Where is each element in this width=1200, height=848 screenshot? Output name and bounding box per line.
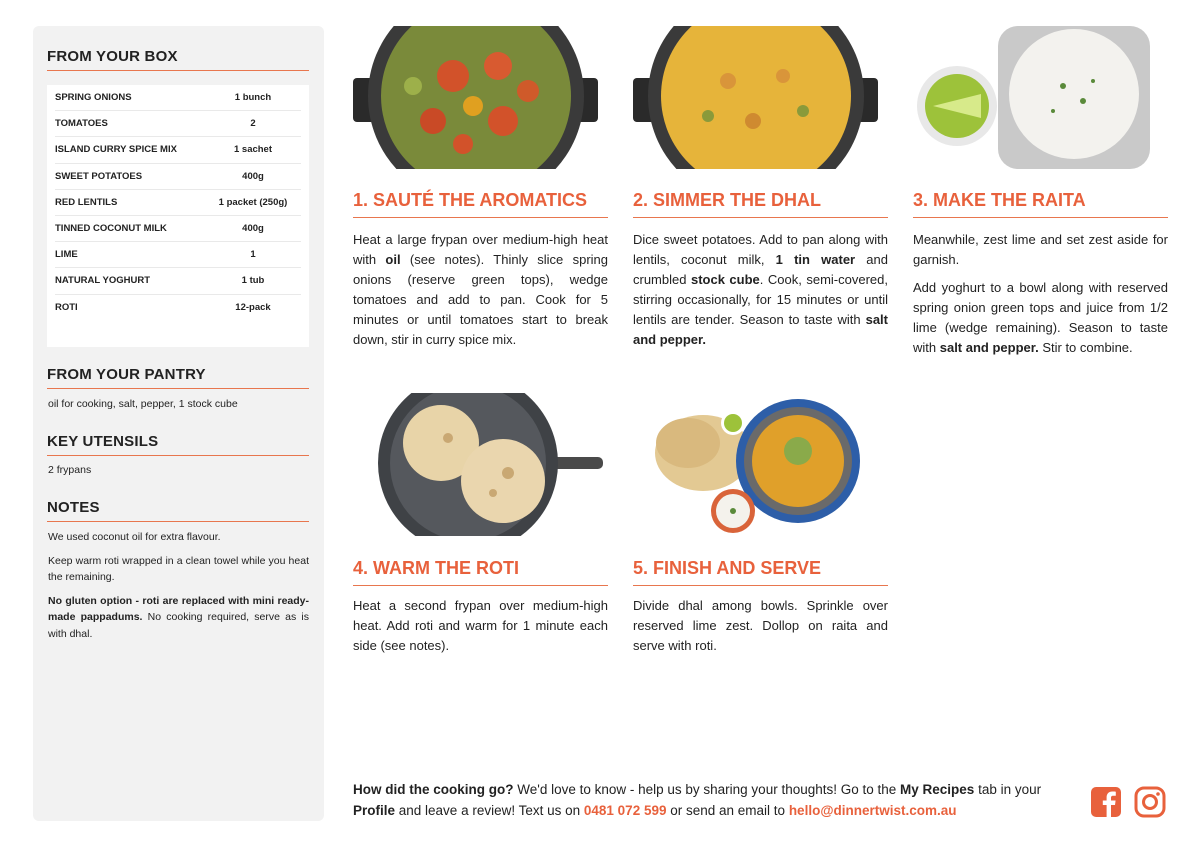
ingredient-qty: 1 sachet xyxy=(233,144,273,156)
footer-text: or send an email to xyxy=(666,803,789,818)
step-paragraph: Meanwhile, zest lime and set zest aside for garnish. xyxy=(913,232,1168,267)
ingredient-name: SPRING ONIONS xyxy=(55,92,132,104)
ingredient-qty: 400g xyxy=(242,223,264,235)
table-row xyxy=(55,164,301,190)
facebook-icon[interactable] xyxy=(1090,786,1122,818)
note-rest: No cooking required, serve as is with dhal. xyxy=(48,611,309,640)
feedback-footer xyxy=(353,779,1078,821)
table-row xyxy=(55,137,301,163)
footer-bold: How did the cooking go? xyxy=(353,782,514,797)
pantry-heading: FROM YOUR PANTRY xyxy=(47,366,309,389)
footer-text: tab in your xyxy=(974,782,1042,797)
ingredient-name: SWEET POTATOES xyxy=(55,170,143,182)
step-text: Add yoghurt to a bowl along with reserved spring onion green tops and juice from 1/2 lime (wedge remaining). Season to taste with xyxy=(913,280,1168,355)
step-text: Stir to combine. xyxy=(1038,340,1133,355)
step-bold: stock cube xyxy=(690,272,760,287)
table-row xyxy=(55,111,301,137)
table-row xyxy=(55,216,301,242)
step-bold: salt and pepper. xyxy=(939,340,1039,355)
step-2-body xyxy=(633,230,888,350)
footer-text: and leave a review! Text us on xyxy=(395,803,584,818)
profile-label: Profile xyxy=(353,803,396,818)
notes-heading: NOTES xyxy=(47,499,309,522)
ingredient-qty: 12-pack xyxy=(235,302,271,314)
step-5-body: Divide dhal among bowls. Sprinkle over reserved lime zest. Dollop on raita and serve with roti. xyxy=(633,598,888,653)
table-row xyxy=(55,190,301,216)
footer-text: We'd love to know - help us by sharing your thoughts! Go to the xyxy=(513,782,901,797)
table-row xyxy=(55,242,301,268)
ingredient-name: TOMATOES xyxy=(55,118,108,130)
ingredient-name: RED LENTILS xyxy=(55,196,118,208)
ingredient-qty: 400g xyxy=(242,170,264,182)
step-1-photo xyxy=(353,26,608,169)
step-1-title: 1. SAUTÉ THE AROMATICS xyxy=(353,190,608,218)
step-3-title: 3. MAKE THE RAITA xyxy=(913,190,1168,218)
phone-number[interactable]: 0481 072 599 xyxy=(583,803,667,818)
note-bold: No gluten option - roti are replaced with mini ready-made pappadums. xyxy=(48,594,309,623)
step-bold: oil xyxy=(385,252,401,267)
step-bold: salt and pepper. xyxy=(633,312,888,347)
step-text: . Cook, semi-covered, stirring occasionally, for 15 minutes or until lentils are tender. Season to taste with xyxy=(633,272,888,327)
note-item xyxy=(48,593,309,643)
step-bold: 1 tin water xyxy=(775,252,856,267)
step-text: and crumbled xyxy=(633,252,889,287)
box-heading: FROM YOUR BOX xyxy=(47,48,309,71)
ingredient-name: LIME xyxy=(55,249,78,261)
step-3-photo xyxy=(913,26,1168,169)
ingredients-sidebar xyxy=(33,26,324,821)
notes-text xyxy=(48,529,309,649)
pantry-text: oil for cooking, salt, pepper, 1 stock cube xyxy=(48,398,238,410)
ingredient-qty: 2 xyxy=(250,118,256,130)
step-text: Dice sweet potatoes. Add to pan along with lentils, coconut milk, xyxy=(633,232,888,267)
my-recipes-label: My Recipes xyxy=(900,782,975,797)
email-link[interactable]: hello@dinnertwist.com.au xyxy=(788,803,957,818)
ingredient-qty: 1 packet (250g) xyxy=(218,196,288,208)
ingredient-qty: 1 tub xyxy=(241,275,265,287)
step-4-title: 4. WARM THE ROTI xyxy=(353,558,608,586)
step-5-title: 5. FINISH AND SERVE xyxy=(633,558,888,586)
utensils-text: 2 frypans xyxy=(48,464,92,476)
ingredient-name: ROTI xyxy=(55,302,78,314)
instagram-icon[interactable] xyxy=(1134,786,1166,818)
step-2-photo xyxy=(633,26,888,169)
step-text: Heat a large frypan over medium-high heat with xyxy=(353,232,608,267)
note-item: We used coconut oil for extra flavour. xyxy=(48,531,221,543)
ingredient-qty: 1 bunch xyxy=(234,92,272,104)
ingredient-name: NATURAL YOGHURT xyxy=(55,275,150,287)
step-3-body xyxy=(913,230,1168,366)
step-4-photo xyxy=(353,393,608,536)
utensils-heading: KEY UTENSILS xyxy=(47,433,309,456)
table-row xyxy=(55,268,301,294)
step-1-body xyxy=(353,230,608,350)
table-row xyxy=(55,295,301,321)
step-5-photo xyxy=(633,393,888,536)
ingredient-name: TINNED COCONUT MILK xyxy=(55,223,167,235)
ingredient-qty: 1 xyxy=(250,249,256,261)
step-text: (see notes). Thinly slice spring onions (reserve green tops), wedge tomatoes and add to pan. Cook for 5 minutes or until tomatoes start to break down, stir in curry spice mix. xyxy=(353,252,608,347)
ingredient-name: ISLAND CURRY SPICE MIX xyxy=(55,144,177,156)
note-item: Keep warm roti wrapped in a clean towel while you heat the remaining. xyxy=(48,554,309,583)
box-ingredients-table xyxy=(47,85,309,347)
step-paragraph xyxy=(913,278,1168,358)
step-2-title: 2. SIMMER THE DHAL xyxy=(633,190,888,218)
table-row xyxy=(55,85,301,111)
step-4-body: Heat a second frypan over medium-high heat. Add roti and warm for 1 minute each side (see notes). xyxy=(353,598,608,653)
